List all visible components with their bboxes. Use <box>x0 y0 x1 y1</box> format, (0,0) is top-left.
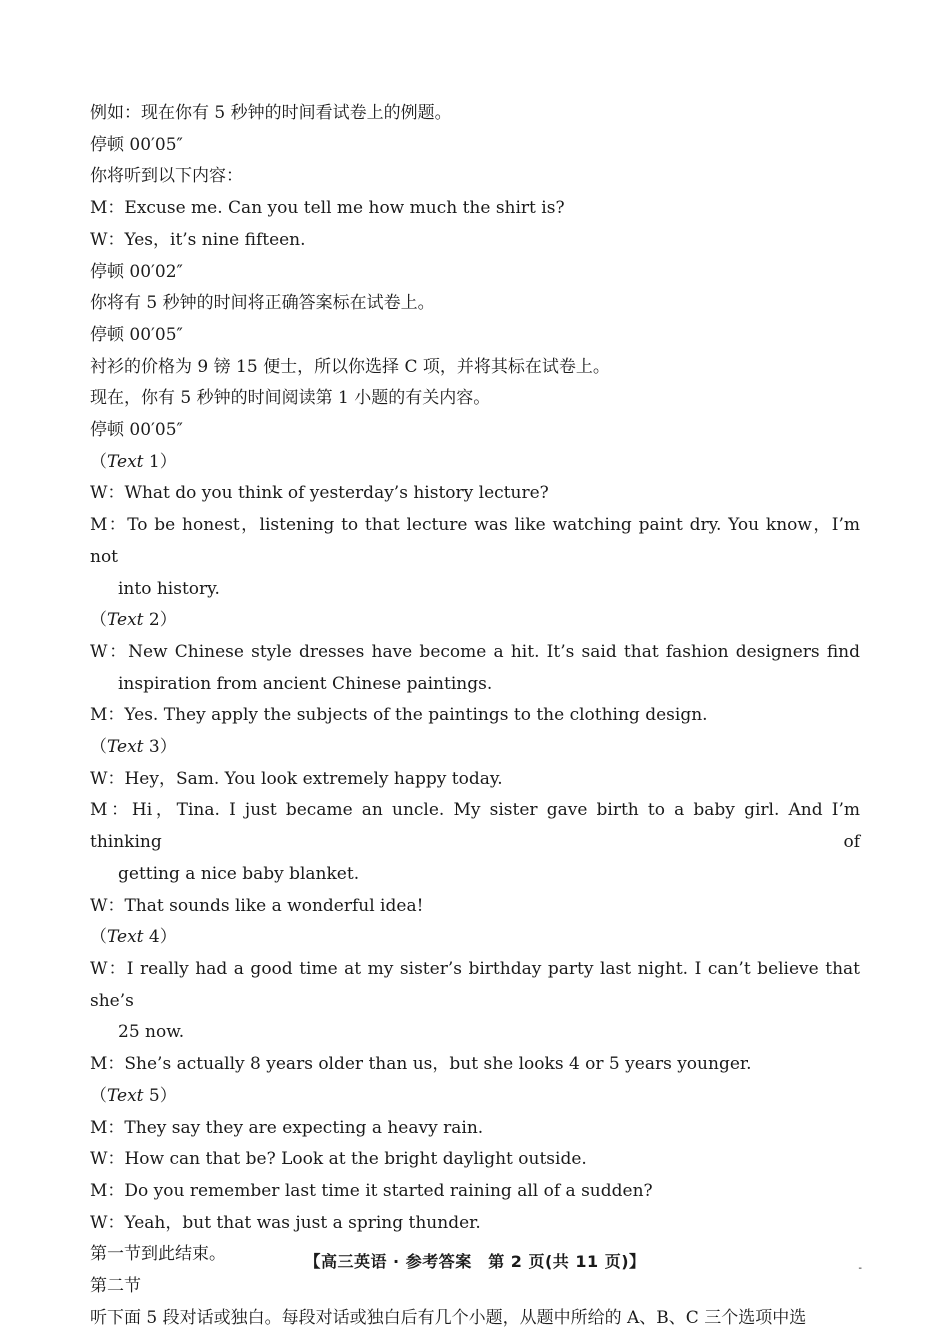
pause-line: 停顿 00′05″ <box>90 420 183 441</box>
corner-mark: - <box>858 1263 862 1274</box>
pause-line: 停顿 00′05″ <box>90 134 183 155</box>
text-heading: （Text 3） <box>90 737 177 758</box>
dialogue-line: W：New Chinese style dresses have become a hit. It’s said that fashion designers find <box>90 641 860 662</box>
section-instructions: 听下面 5 段对话或独白。每段对话或独白后有几个小题，从题中所给的 A、B、C 三个选项中选 <box>90 1307 807 1328</box>
dialogue-line: M：They say they are expecting a heavy rain. <box>90 1117 484 1138</box>
section-end: 第一节到此结束。 <box>90 1244 226 1265</box>
text-heading: （Text 1） <box>90 451 177 472</box>
dialogue-continuation: into history. <box>118 578 220 599</box>
dialogue-line: M：Do you remember last time it started raining all of a sudden? <box>90 1180 653 1201</box>
dialogue-line: M：To be honest，listening to that lecture was like watching paint dry. You know，I’m not <box>90 515 860 567</box>
dialogue-line: W：I really had a good time at my sister’s birthday party last night. I can’t believe that she’s <box>90 958 860 1011</box>
text-line: 你将听到以下内容： <box>90 166 243 187</box>
dialogue-line: W：Yeah，but that was just a spring thunder. <box>90 1212 481 1233</box>
dialogue-line: M：Excuse me. Can you tell me how much the shirt is? <box>90 198 565 219</box>
pause-line: 停顿 00′02″ <box>90 261 183 282</box>
page-footer: 【高三英语 · 参考答案 第 2 页(共 11 页)】 <box>304 1252 646 1271</box>
dialogue-line: W：Hey，Sam. You look extremely happy today. <box>90 768 503 789</box>
text-line: 现在，你有 5 秒钟的时间阅读第 1 小题的有关内容。 <box>90 388 491 409</box>
text-line: 例如：现在你有 5 秒钟的时间看试卷上的例题。 <box>90 103 452 123</box>
text-heading: （Text 5） <box>90 1085 177 1106</box>
pause-line: 停顿 00′05″ <box>90 324 183 345</box>
dialogue-line: M：Yes. They apply the subjects of the paintings to the clothing design. <box>90 705 708 726</box>
dialogue-continuation: 25 now. <box>118 1022 185 1043</box>
text-line: 你将有 5 秒钟的时间将正确答案标在试卷上。 <box>90 293 435 314</box>
dialogue-line: M：Hi，Tina. I just became an uncle. My sister gave birth to a baby girl. And I’m thinking of <box>90 800 860 853</box>
text-heading: （Text 4） <box>90 927 177 948</box>
dialogue-continuation: inspiration from ancient Chinese paintings. <box>118 673 493 694</box>
dialogue-continuation: getting a nice baby blanket. <box>118 863 360 884</box>
section-heading: 第二节 <box>90 1276 141 1297</box>
dialogue-line: W：How can that be? Look at the bright daylight outside. <box>90 1149 587 1170</box>
dialogue-line: M：She’s actually 8 years older than us，but she looks 4 or 5 years younger. <box>90 1054 752 1075</box>
dialogue-line: W：What do you think of yesterday’s history lecture? <box>90 483 549 504</box>
text-heading: （Text 2） <box>90 610 177 631</box>
document-body <box>90 98 860 1334</box>
dialogue-line: W：Yes，it’s nine fifteen. <box>90 229 306 250</box>
dialogue-line: W：That sounds like a wonderful idea! <box>90 895 424 916</box>
text-line: 衬衫的价格为 9 镑 15 便士，所以你选择 C 项，并将其标在试卷上。 <box>90 356 610 377</box>
